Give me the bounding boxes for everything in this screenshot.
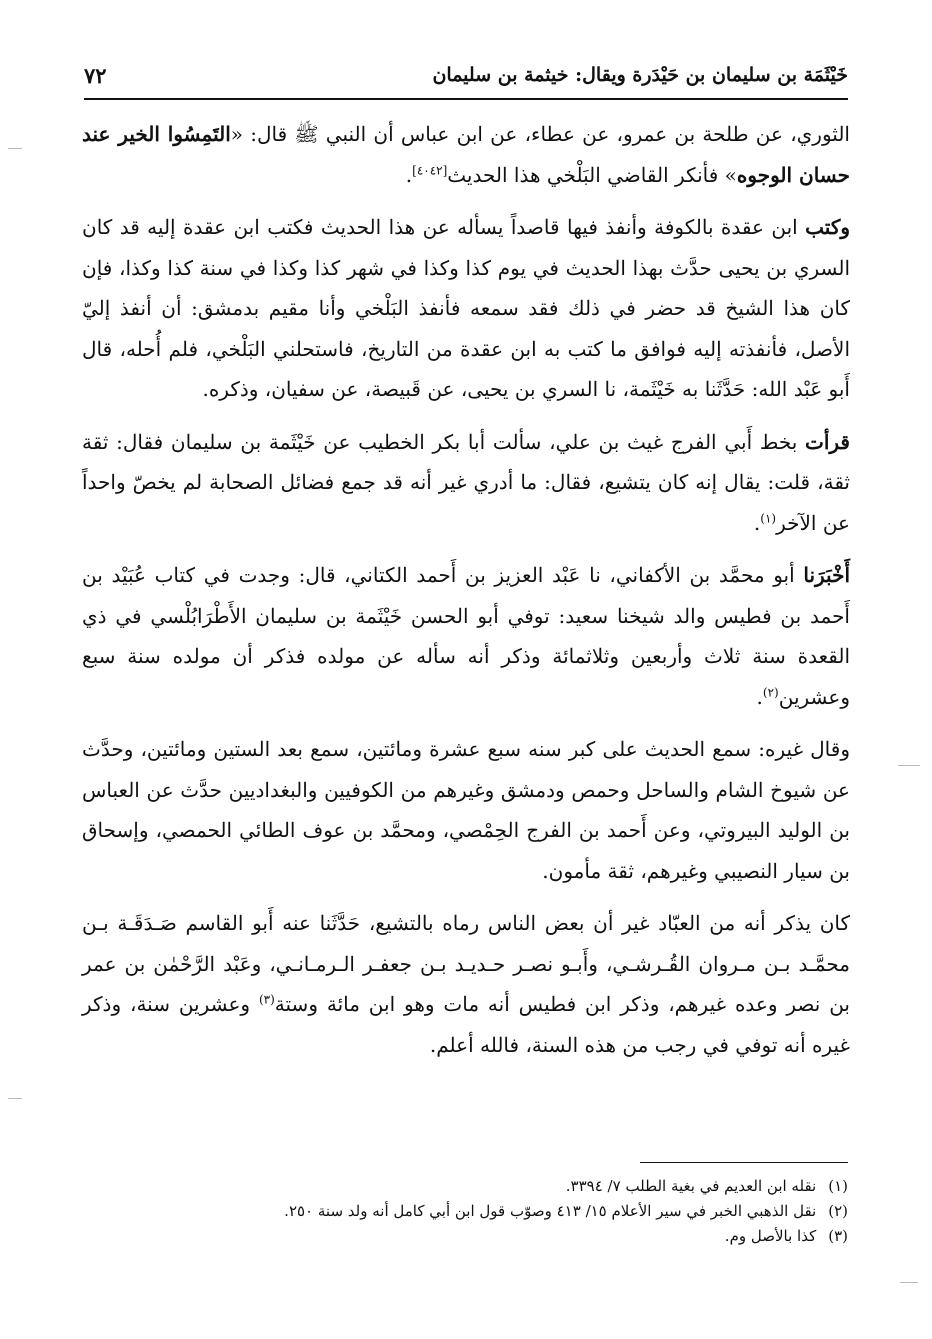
page-number: ٧٢ — [84, 62, 107, 88]
footnote-marker-1: (١) — [760, 510, 777, 525]
paragraph-2 — [82, 207, 850, 410]
footnote-text: نقل الذهبي الخبر في سير الأعلام ١٥/ ٤١٣ وصوّب قول ابن أبي كامل أنه ولد سنة ٢٥٠. — [284, 1202, 817, 1220]
running-title: خَيْثَمَة بن سليمان بن حَيْدَرة ويقال: خيثمة بن سليمان — [432, 64, 848, 86]
scan-margin-mark — [8, 1098, 22, 1099]
paragraph-lead-word: وكتب — [805, 215, 850, 239]
scan-margin-mark — [8, 148, 22, 149]
p1-text-a: الثوري، عن طلحة بن عمرو، عن عطاء، عن ابن عباس أن النبي ﷺ قال: « — [230, 122, 850, 146]
p4-text: أبو محمَّد بن الأكفاني، نا عَبْد العزيز بن أَحمد الكتاني، قال: وجدت في كتاب عُبَيْد بن أَحمد بن فطيس والد شيخنا سعيد: توفي أبو الحسن خَيْثَمة بن سليمان الأَطْرَابُلْسي في ذي القعدة سنة ثلاث وأربعين وثلاثمائة وذكر أنه سأله عن مولده فذكر أن مولده سنة سبع وعشرين — [82, 563, 850, 709]
p4-end: . — [756, 684, 763, 709]
reference-number: [٤٠٤٢] — [412, 162, 448, 177]
p6-text-a: كان يذكر أنه من العبّاد غير أن بعض الناس رماه بالتشيع، حَدَّثَنا عنه أَبو القاسم صَـدَقَـة بـن محمَّـد بـن مـروان القُـرشـي، وأَبـو نصـر حـديـد بـن جعفـر الـرمـانـي، وعَبْد الرَّحْمٰن بن عمر بن نصر وعده غيرهم، وذكر ابن فطيس أنه مات وهو ابن مائة وستة — [82, 911, 850, 1016]
footnote-number: (١) — [828, 1177, 848, 1195]
footnote-3 — [120, 1224, 848, 1249]
paragraph-4 — [82, 555, 850, 717]
p3-text: بخط أَبي الفرج غيث بن علي، سألت أبا بكر الخطيب عن خَيْثَمة بن سليمان فقال: ثقة ثقة، قلت: يقال إنه كان يتشيع، فقال: ما أدري غير أنه قد جمع فضائل الصحابة لم يخصّ واحداً عن الآخر — [82, 429, 851, 535]
scan-margin-mark — [900, 1282, 918, 1283]
footnote-marker-3: (٣) — [258, 992, 275, 1007]
footnote-2 — [120, 1199, 848, 1224]
p5-text: وقال غيره: سمع الحديث على كبر سنه سبع عشرة ومائتين، سمع بعد الستين ومائتين، وحدَّث عن شيوخ الشام والساحل وحمص ودمشق وغيرهم من الكوفيين والبغداديين حدَّث عن العباس بن الوليد البيروتي، وعن أَحمد بن الفرج الحِمْصي، ومحمَّد بن عوف الطائي الحمصي، وإسحاق بن سيار النصيبي وغيرهم، ثقة مأمون. — [82, 737, 850, 883]
footnotes — [120, 1174, 848, 1249]
scan-margin-mark — [898, 765, 920, 766]
paragraph-lead-word: قرأت — [805, 429, 850, 454]
p3-end: . — [753, 510, 761, 535]
footnote-marker-2: (٢) — [762, 684, 779, 699]
paragraph-3 — [82, 422, 850, 544]
footnote-number: (٢) — [828, 1202, 848, 1220]
hadith-quote: التَمِسُوا الخير عند حسان الوجوه — [82, 122, 850, 187]
p2-text: ابن عقدة بالكوفة وأنفذ فيها قاصداً يسأله عن هذا الحديث فكتب ابن عقدة إليه قد كان السري بن يحيى حدَّث بهذا الحديث في يوم كذا وكذا في شهر كذا وكذا في سنة كذا وكذا، فإن كان هذا الشيخ قد حضر في ذلك فقد سمعه فأنفذ البَلْخي وأنا مقيم بدمشق: أن أنفذ إليّ الأصل، فأنفذته إليه فوافق ما كتب به ابن عقدة من التاريخ، فاستحلني البَلْخي، فلم أُحله، قال أَبو عَبْد الله: حَدَّثَنا به خَيْثَمة، نا السري بن يحيى، عن قَبيصة، عن سفيان، وذكره. — [82, 215, 851, 401]
paragraph-1 — [82, 114, 850, 195]
main-text — [82, 114, 850, 1077]
p1-text-b: » فأنكر القاضي البَلْخي هذا الحديث — [447, 162, 737, 187]
footnote-text: نقله ابن العديم في بغية الطلب ٧/ ٣٣٩٤. — [565, 1177, 817, 1195]
running-header — [84, 52, 848, 100]
p6-text-b: وعشرين سنة، وذكر غيره أنه توفي في رجب من هذه السنة، فالله أعلم. — [82, 992, 850, 1057]
footnote-text: كذا بالأصل وم. — [724, 1227, 817, 1245]
footnote-separator — [640, 1162, 848, 1163]
footnote-1 — [120, 1174, 848, 1199]
paragraph-lead-word: أَخْبَرَنا — [803, 563, 850, 587]
p1-text-end: . — [405, 162, 413, 187]
footnote-number: (٣) — [828, 1227, 848, 1245]
paragraph-5 — [82, 729, 850, 891]
paragraph-6 — [82, 903, 850, 1065]
